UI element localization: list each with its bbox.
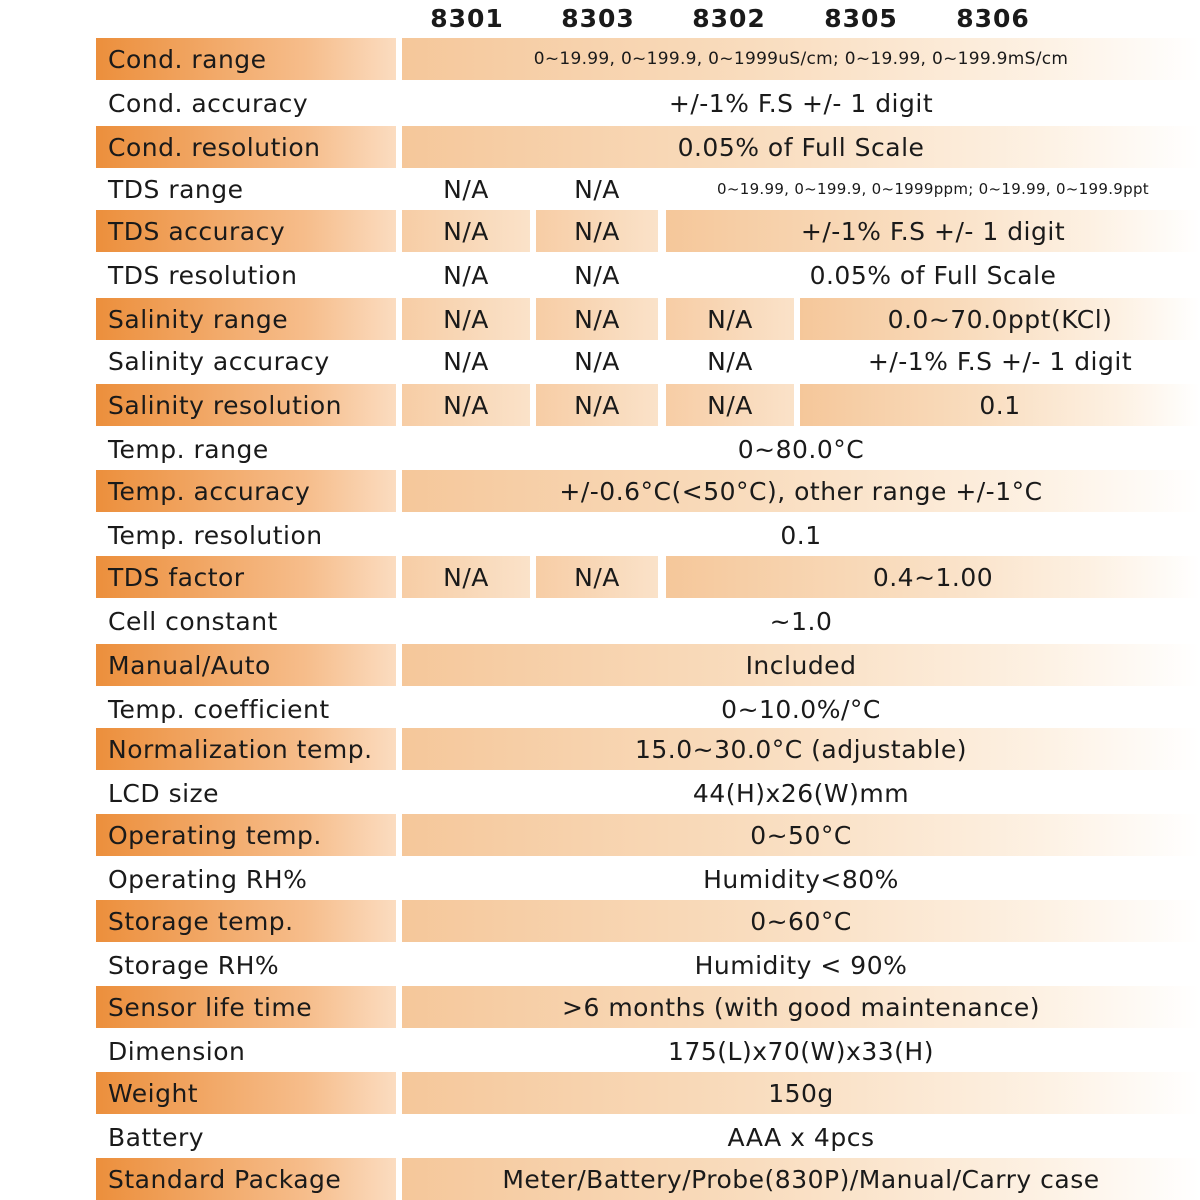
spec-label: Temp. range	[108, 434, 269, 464]
spec-row-cond-range	[96, 38, 1200, 80]
spec-value: 0.0~70.0ppt(KCl)	[800, 298, 1200, 340]
spec-row-standard-package	[96, 1158, 1200, 1200]
spec-value: 0~19.99, 0~199.9, 0~1999uS/cm; 0~19.99, 0~199.9mS/cm	[402, 38, 1200, 80]
spec-value: >6 months (with good maintenance)	[402, 986, 1200, 1028]
spec-value: N/A	[536, 384, 658, 426]
spec-value: N/A	[402, 210, 530, 252]
spec-value: 0~80.0°C	[737, 434, 865, 464]
spec-value: Meter/Battery/Probe(830P)/Manual/Carry case	[402, 1158, 1200, 1200]
spec-row-normalization-temp	[96, 728, 1200, 770]
spec-value: Humidity<80%	[703, 864, 899, 894]
spec-value: N/A	[536, 298, 658, 340]
spec-value: N/A	[536, 556, 658, 598]
model-8305: 8305	[824, 4, 898, 33]
spec-value: 175(L)x70(W)x33(H)	[668, 1036, 934, 1066]
spec-value: 15.0~30.0°C (adjustable)	[402, 728, 1200, 770]
spec-value: Included	[402, 644, 1200, 686]
spec-row-temp-accuracy	[96, 470, 1200, 512]
spec-value: +/-0.6°C(<50°C), other range +/-1°C	[402, 470, 1200, 512]
spec-value: 0.05% of Full Scale	[809, 260, 1057, 290]
spec-value: +/-1% F.S +/- 1 digit	[867, 346, 1133, 376]
spec-value: N/A	[443, 346, 489, 376]
spec-value: N/A	[536, 210, 658, 252]
spec-label: Operating temp.	[96, 814, 396, 856]
spec-row-battery	[96, 1116, 1200, 1158]
spec-value: Humidity < 90%	[694, 950, 908, 980]
spec-row-manual-auto	[96, 644, 1200, 686]
spec-value: 0.1	[800, 384, 1200, 426]
spec-row-lcd-size	[96, 772, 1200, 814]
spec-label: Cond. accuracy	[108, 88, 309, 118]
spec-label: Manual/Auto	[96, 644, 396, 686]
spec-value: AAA x 4pcs	[727, 1122, 875, 1152]
spec-row-tds-accuracy	[96, 210, 1200, 252]
spec-label: Temp. coefficient	[108, 694, 330, 724]
spec-value: 0.1	[780, 520, 822, 550]
spec-row-storage-rh	[96, 944, 1200, 986]
spec-value: 0.4~1.00	[666, 556, 1200, 598]
spec-row-tds-factor	[96, 556, 1200, 598]
spec-row-dimension	[96, 1030, 1200, 1072]
spec-label: Salinity resolution	[96, 384, 396, 426]
spec-row-tds-range	[96, 168, 1200, 210]
spec-label: Cell constant	[108, 606, 278, 636]
spec-value: 0~10.0%/°C	[721, 694, 881, 724]
spec-value: N/A	[443, 174, 489, 204]
spec-label: Storage RH%	[108, 950, 280, 980]
spec-value: +/-1% F.S +/- 1 digit	[666, 210, 1200, 252]
spec-row-operating-rh	[96, 858, 1200, 900]
spec-row-cond-resolution	[96, 126, 1200, 168]
spec-row-salinity-resolution	[96, 384, 1200, 426]
spec-value: 0~60°C	[402, 900, 1200, 942]
spec-value: N/A	[402, 384, 530, 426]
spec-value: 0~50°C	[402, 814, 1200, 856]
spec-row-temp-coefficient	[96, 688, 1200, 730]
spec-row-salinity-accuracy	[96, 340, 1200, 382]
spec-label: TDS range	[108, 174, 244, 204]
spec-label: TDS accuracy	[96, 210, 396, 252]
spec-label: LCD size	[108, 778, 220, 808]
model-header-row	[0, 0, 1200, 38]
spec-label: Salinity accuracy	[108, 346, 330, 376]
spec-value: 0.05% of Full Scale	[402, 126, 1200, 168]
spec-value: N/A	[402, 298, 530, 340]
spec-label: Temp. accuracy	[96, 470, 396, 512]
spec-value: N/A	[666, 298, 794, 340]
spec-value: 44(H)x26(W)mm	[692, 778, 910, 808]
spec-label: Dimension	[108, 1036, 246, 1066]
model-8302: 8302	[692, 4, 766, 33]
spec-value: N/A	[402, 556, 530, 598]
model-8303: 8303	[561, 4, 635, 33]
spec-value: N/A	[574, 260, 620, 290]
spec-label: Storage temp.	[96, 900, 396, 942]
spec-label: Weight	[96, 1072, 396, 1114]
spec-label: Normalization temp.	[96, 728, 396, 770]
model-8306: 8306	[956, 4, 1030, 33]
spec-row-cell-constant	[96, 600, 1200, 642]
spec-row-sensor-life-time	[96, 986, 1200, 1028]
spec-value: N/A	[707, 346, 753, 376]
spec-value: 0~19.99, 0~199.9, 0~1999ppm; 0~19.99, 0~199.9ppt	[717, 180, 1149, 198]
spec-label: Temp. resolution	[108, 520, 323, 550]
spec-row-tds-resolution	[96, 254, 1200, 296]
spec-row-temp-resolution	[96, 514, 1200, 556]
spec-label: TDS resolution	[108, 260, 298, 290]
spec-row-weight	[96, 1072, 1200, 1114]
spec-value: N/A	[443, 260, 489, 290]
spec-row-storage-temp	[96, 900, 1200, 942]
spec-label: Operating RH%	[108, 864, 308, 894]
spec-value: ~1.0	[769, 606, 833, 636]
spec-label: TDS factor	[96, 556, 396, 598]
spec-label: Battery	[108, 1122, 205, 1152]
spec-value: N/A	[574, 174, 620, 204]
spec-label: Standard Package	[96, 1158, 396, 1200]
spec-label: Sensor life time	[96, 986, 396, 1028]
spec-row-cond-accuracy	[96, 82, 1200, 124]
spec-value: N/A	[666, 384, 794, 426]
model-8301: 8301	[430, 4, 504, 33]
spec-row-temp-range	[96, 428, 1200, 470]
spec-row-salinity-range	[96, 298, 1200, 340]
spec-label: Cond. resolution	[96, 126, 396, 168]
spec-value: N/A	[574, 346, 620, 376]
spec-label: Cond. range	[96, 38, 396, 80]
spec-label: Salinity range	[96, 298, 396, 340]
spec-row-operating-temp	[96, 814, 1200, 856]
spec-value: +/-1% F.S +/- 1 digit	[668, 88, 934, 118]
spec-value: 150g	[402, 1072, 1200, 1114]
